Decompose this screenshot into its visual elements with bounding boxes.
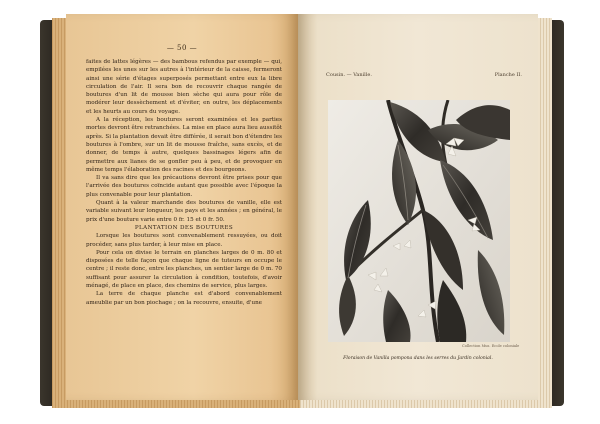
paragraph: La terre de chaque planche est d'abord convenablement ameublie par un bon piochage ; on la recouvre, ensuite, d'une <box>86 291 282 306</box>
page-number: — 50 — <box>166 44 198 52</box>
paragraph: Il va sans dire que les précautions devront être prises pour que l'arrivée des boutures coïncide autant que possible avec l'époque la plus convenable pour leur plantation. <box>86 175 282 198</box>
running-title: Cousin. — Vanille. <box>326 72 372 78</box>
section-heading: PLANTATION DES BOUTURES <box>134 224 234 231</box>
paragraph: Pour cela on divise le terrain en planches larges de 0 m. 80 et disposées de telle façon que chaque ligne de tuteurs en occupe le centre ; il reste donc, entre les planches, un sentier large de 0 m. 70 suffisant pour assurer la circulation à condition, toutefois, d'avoir ménagé, de place en place, des chemins de service, plus larges. <box>86 249 282 290</box>
left-page <box>66 14 298 400</box>
paragraph: Lorsque les boutures sont convenablement ressuyées, ou doit procéder, sans plus tarder, à leur mise en place. <box>86 233 282 248</box>
paragraph: Quant à la valeur marchande des boutures de vanille, elle est variable suivant leur longueur, les pays et les années ; en général, le prix d'une bouture varie entre 0 fr. 15 et 0 fr. 50. <box>86 200 282 223</box>
paragraph: faites de lattes légères — des bambous refendus par exemple — qui, empilées les unes sur les autres à l'intérieur de la caisse, fermeront ainsi une série d'étages superposés permettant entre eux la libre circulation de l'air. Il sera bon de recouvrir chaque rangée de boutures d'un lit de mousse bien sèche qui aura pour rôle de modérer leur dessèchement et d'éviter, en outre, les déplacements et les heurts au cours du voyage. <box>86 59 282 115</box>
vanilla-plant-image <box>328 100 510 342</box>
photo-credit: Collection Mus. Ecole coloniale <box>462 344 520 348</box>
paragraph: A la réception, les boutures seront examinées et les parties mortes devront être retranchées. La mise en place aura lieu aussitôt après. Si la plantation devait être différée, il serait bon d'étendre les boutures à l'ombre, sur un lit de mousse fraîche, sans excès, et de donner, de temps à autre, quelques bassinages légers afin de permettre aux lianes de se gonfler peu à peu, et de provoquer en même temps l'élaboration des racines et des bourgeons. <box>86 117 282 173</box>
right-page <box>298 14 538 400</box>
left-page-text <box>86 58 282 307</box>
plate-caption: Floraison de Vanilla pompona dans les serres du Jardin colonial. <box>343 356 493 361</box>
plate-number: Planche II. <box>494 72 522 78</box>
vanilla-photo <box>328 100 510 342</box>
